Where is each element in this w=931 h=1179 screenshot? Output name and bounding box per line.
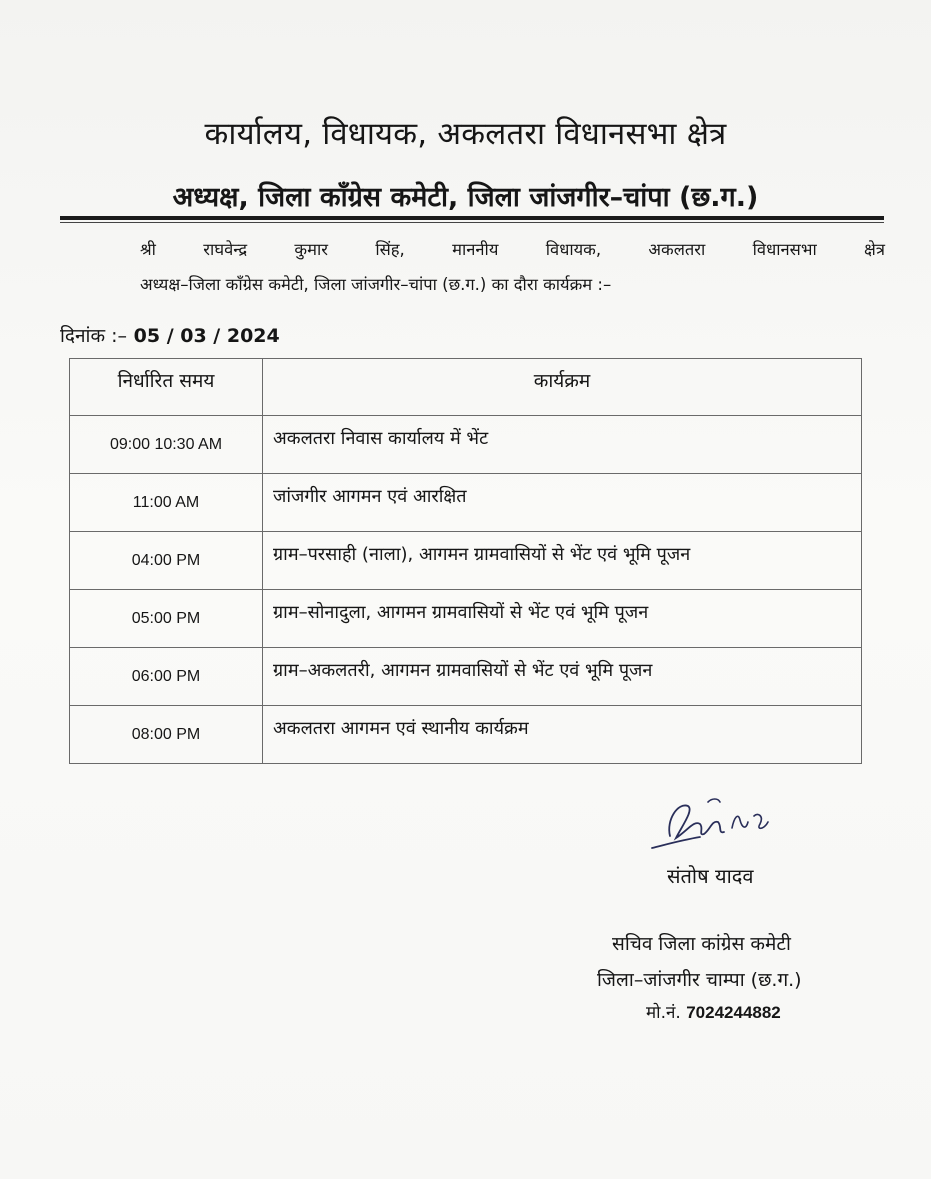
mobile-line <box>646 1000 781 1023</box>
program-cell: ग्राम–सोनादुला, आगमन ग्रामवासियों से भेंट एवं भूमि पूजन <box>263 590 862 648</box>
column-header-time: निर्धारित समय <box>70 359 263 416</box>
mobile-label: मो.नं. <box>646 1003 681 1023</box>
program-cell: अकलतरा आगमन एवं स्थानीय कार्यक्रम <box>263 706 862 764</box>
header-divider <box>60 216 884 220</box>
table-row <box>70 416 862 474</box>
time-cell: 04:00 PM <box>70 532 263 590</box>
office-title: कार्यालय, विधायक, अकलतरा विधानसभा क्षेत्र <box>204 116 727 152</box>
signer-name: संतोष यादव <box>667 864 754 888</box>
committee-title: अध्यक्ष, जिला काँग्रेस कमेटी, जिला जांजगीर–चांपा (छ.ग.) <box>172 182 759 213</box>
time-cell: 09:00 10:30 AM <box>70 416 263 474</box>
table-row <box>70 474 862 532</box>
mobile-number: 7024244882 <box>686 1003 781 1022</box>
program-cell: ग्राम–परसाही (नाला), आगमन ग्रामवासियों से भेंट एवं भूमि पूजन <box>263 532 862 590</box>
program-cell: अकलतरा निवास कार्यालय में भेंट <box>263 416 862 474</box>
table-header-row <box>70 359 862 416</box>
time-cell: 11:00 AM <box>70 474 263 532</box>
designation-line-2: जिला–जांजगीर चाम्पा (छ.ग.) <box>597 969 802 991</box>
intro-line-1: श्री राघवेन्द्र कुमार सिंह, माननीय विधायक, अकलतरा विधानसभा क्षेत्र <box>140 240 885 259</box>
intro-line-2: अध्यक्ष–जिला काँग्रेस कमेटी, जिला जांजगीर–चांपा (छ.ग.) का दौरा कार्यक्रम :– <box>140 275 612 294</box>
table-row <box>70 532 862 590</box>
table-row <box>70 590 862 648</box>
program-cell: जांजगीर आगमन एवं आरक्षित <box>263 474 862 532</box>
time-cell: 08:00 PM <box>70 706 263 764</box>
header-divider-thin <box>60 222 884 223</box>
date-value: 05 / 03 / 2024 <box>133 325 280 347</box>
time-cell: 05:00 PM <box>70 590 263 648</box>
schedule-table <box>69 358 862 764</box>
date-line <box>60 322 280 348</box>
designation-line-1: सचिव जिला कांग्रेस कमेटी <box>612 933 791 955</box>
date-label: दिनांक :– <box>60 325 128 347</box>
table-row <box>70 648 862 706</box>
program-cell: ग्राम–अकलतरी, आगमन ग्रामवासियों से भेंट एवं भूमि पूजन <box>263 648 862 706</box>
table-row <box>70 706 862 764</box>
column-header-program: कार्यक्रम <box>263 359 862 416</box>
signature-icon <box>648 790 788 860</box>
time-cell: 06:00 PM <box>70 648 263 706</box>
